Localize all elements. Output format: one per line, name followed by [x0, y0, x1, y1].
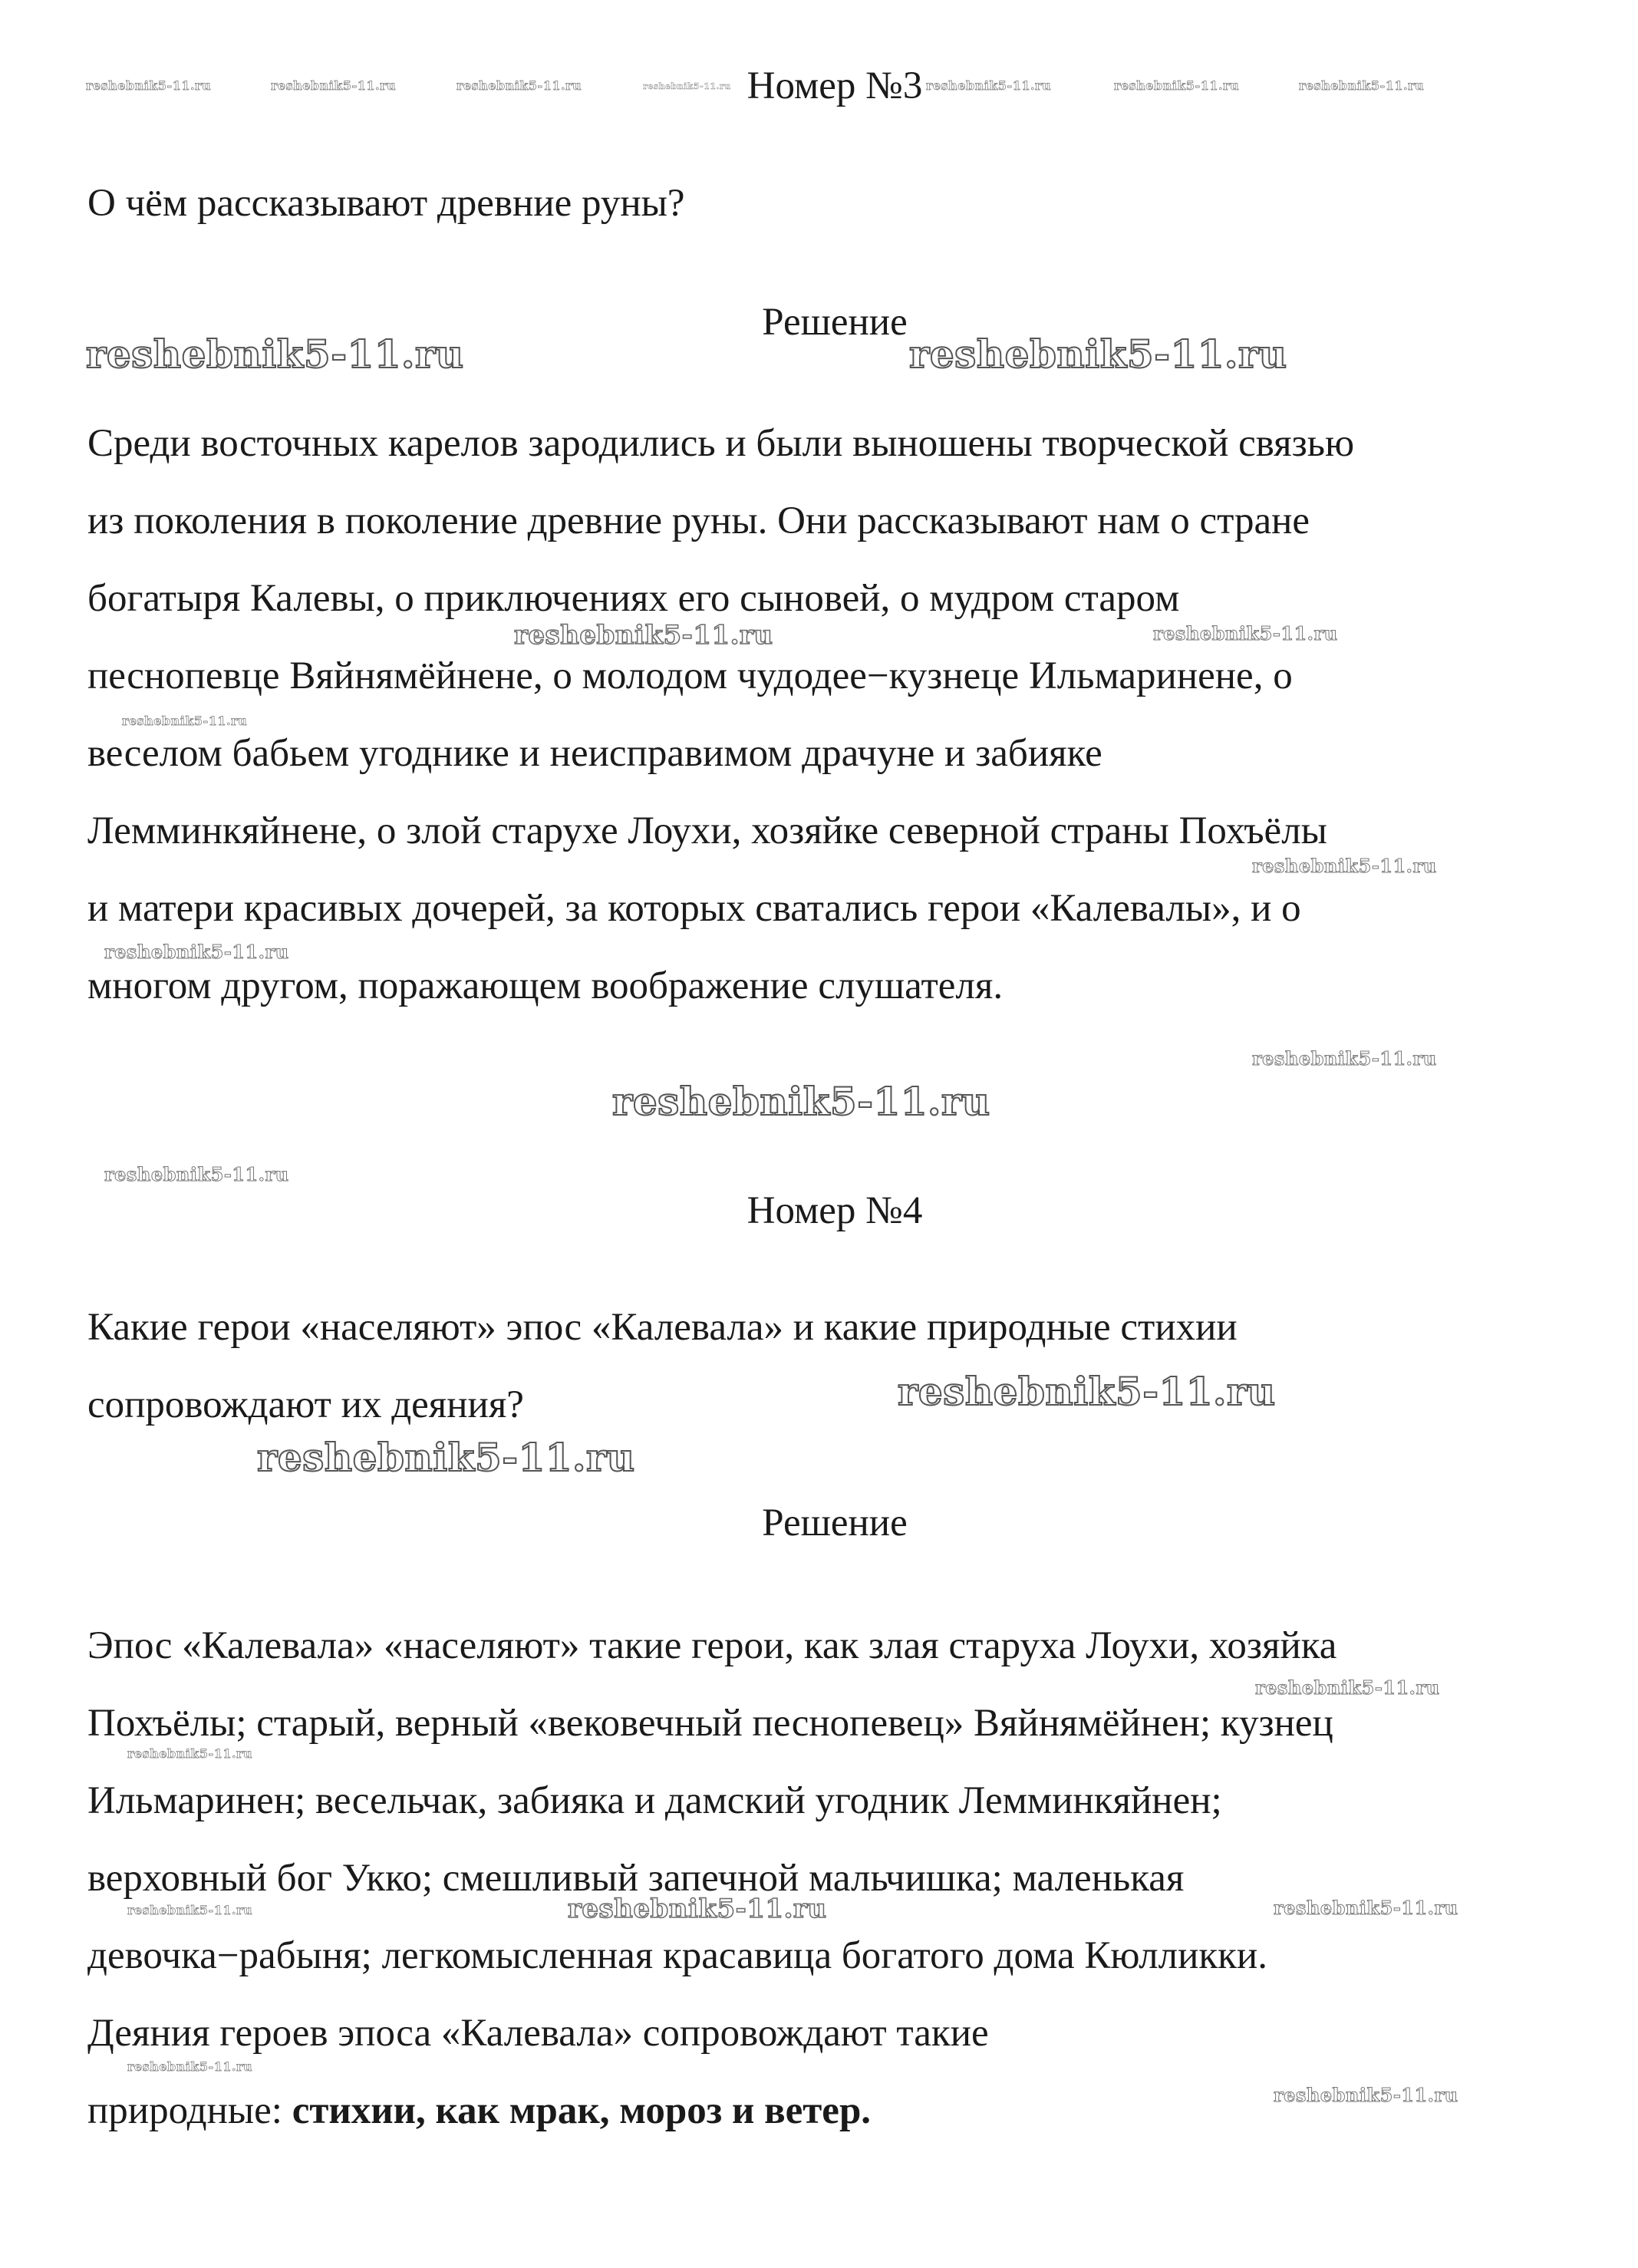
answer-line: верховный бог Укко; смешливый запечной мальчишка; маленькая	[87, 1857, 1185, 1900]
answer-line: богатыря Калевы, о приключениях его сыновей, о мудром старом	[87, 577, 1180, 620]
watermark: reshebnik5-11.ru	[898, 1369, 1276, 1414]
section-3-solution-label: Решение	[762, 301, 908, 344]
question-line: Какие герои «населяют» эпос «Калевала» и какие природные стихии	[87, 1306, 1238, 1349]
watermark: reshebnik5-11.ru	[1252, 1047, 1437, 1070]
answer-last-line	[87, 2088, 871, 2134]
answer-line: из поколения в поколение древние руны. Они рассказывают нам о стране	[87, 499, 1310, 542]
watermark: reshebnik5-11.ru	[127, 1903, 253, 1917]
answer-line: Похъёлы; старый, верный «вековечный песнопевец» Вяйнямёйнен; кузнец	[87, 1702, 1333, 1745]
answer-line: веселом бабьем угоднике и неисправимом драчуне и забияке	[87, 732, 1102, 775]
watermark: reshebnik5-11.ru	[612, 1079, 990, 1124]
watermark: reshebnik5-11.ru	[86, 78, 212, 93]
section-3-question: О чём рассказывают древние руны?	[87, 182, 685, 225]
answer-line: и матери красивых дочерей, за которых сватались герои «Калевалы», и о	[87, 887, 1301, 930]
watermark: reshebnik5-11.ru	[1153, 622, 1338, 644]
answer-line: Эпос «Калевала» «населяют» такие герои, как злая старуха Лоухи, хозяйка	[87, 1624, 1337, 1667]
watermark: reshebnik5-11.ru	[1252, 855, 1437, 877]
watermark: reshebnik5-11.ru	[926, 78, 1052, 93]
watermark: reshebnik5-11.ru	[1255, 1676, 1440, 1699]
watermark: reshebnik5-11.ru	[86, 331, 464, 377]
section-4-heading: Номер №4	[746, 1189, 923, 1232]
answer-line: Лемминкяйнене, о злой старухе Лоухи, хозяйке северной страны Похъёлы	[87, 809, 1327, 852]
answer-line: многом другом, поражающем воображение слушателя.	[87, 964, 1004, 1007]
answer-line: девочка−рабыня; легкомысленная красавица богатого дома Кюлликки.	[87, 1934, 1267, 1977]
answer-line: песнопевце Вяйнямёйнене, о молодом чудодее−кузнеце Ильмаринене, о	[87, 654, 1293, 697]
watermark: reshebnik5-11.ru	[1274, 2084, 1458, 2106]
section-3-heading: Номер №3	[746, 64, 923, 107]
watermark: reshebnik5-11.ru	[122, 714, 248, 728]
question-line: сопровождают их деяния?	[87, 1383, 524, 1426]
watermark: reshebnik5-11.ru	[257, 1435, 635, 1480]
answer-bold-emphasis: стихии, как мрак, мороз и ветер.	[292, 2089, 872, 2132]
answer-line: Ильмаринен; весельчак, забияка и дамский угодник Лемминкяйнен;	[87, 1779, 1222, 1822]
watermark: reshebnik5-11.ru	[104, 941, 289, 963]
watermark: reshebnik5-11.ru	[271, 78, 397, 93]
watermark: reshebnik5-11.ru	[909, 331, 1287, 377]
answer-last-prefix: природные:	[87, 2089, 292, 2132]
watermark: reshebnik5-11.ru	[104, 1163, 289, 1185]
watermark: reshebnik5-11.ru	[1114, 78, 1240, 93]
watermark: reshebnik5-11.ru	[456, 78, 582, 93]
section-4-solution-label: Решение	[762, 1502, 908, 1544]
watermark: reshebnik5-11.ru	[1274, 1897, 1458, 1919]
answer-line: Деяния героев эпоса «Калевала» сопровождают такие	[87, 2012, 989, 2055]
watermark: reshebnik5-11.ru	[643, 81, 731, 91]
answer-line: Среди восточных карелов зародились и были выношены творческой связью	[87, 422, 1355, 465]
watermark: reshebnik5-11.ru	[568, 1894, 827, 1924]
watermark: reshebnik5-11.ru	[127, 1746, 253, 1761]
watermark: reshebnik5-11.ru	[1299, 78, 1425, 93]
watermark: reshebnik5-11.ru	[514, 620, 773, 651]
watermark: reshebnik5-11.ru	[127, 2059, 253, 2074]
